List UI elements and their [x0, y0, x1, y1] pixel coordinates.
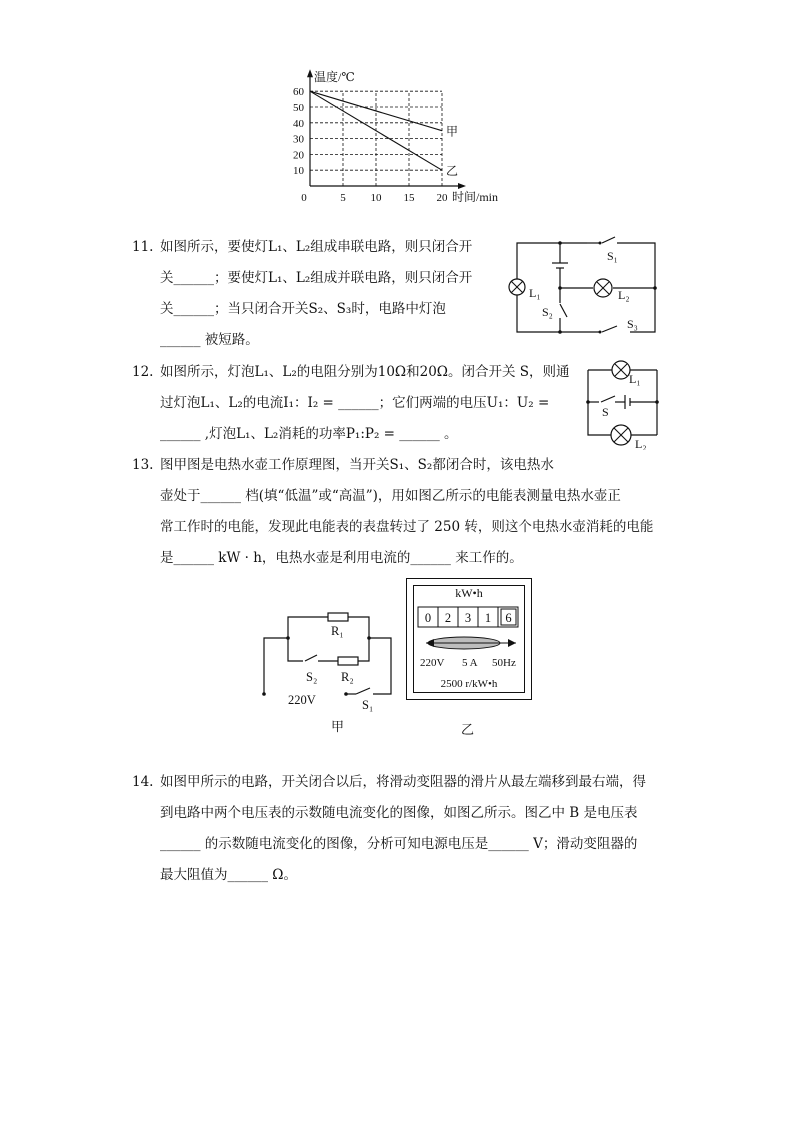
x-tick-label: 5: [340, 192, 346, 202]
question-line: 壶处于______ 档(填“低温”或“高温”)，用如图乙所示的电能表测量电热水壶正: [160, 488, 621, 504]
y-tick-label: 20: [293, 149, 304, 162]
x-tick-label: 20: [436, 192, 448, 202]
y-axis-arrow-icon: [307, 69, 313, 77]
question-line: 关______；当只闭合开关S₂、S₃时，电路中灯泡: [160, 301, 446, 317]
question-number: 14.: [132, 774, 154, 790]
q13-heater-circuit: [258, 605, 398, 740]
label-l2: L₂: [635, 437, 647, 450]
question-line: 最大阻值为______ Ω。: [160, 867, 297, 883]
label-l1: L₁: [529, 286, 541, 300]
question-line: ______ 的示数随电流变化的图像，分析可知电源电压是______ V；滑动变阻器的: [160, 836, 638, 852]
graph-grid: [310, 91, 442, 186]
caption-jia: 甲: [331, 719, 345, 734]
question-line: 如图甲所示的电路，开关闭合以后，将滑动变阻器的滑片从最左端移到最右端，得: [160, 774, 646, 790]
temperature-time-graph: [282, 56, 512, 202]
label-l2: L₂: [618, 288, 630, 302]
meter-frequency: 50Hz: [492, 657, 516, 669]
y-tick-label: 10: [293, 165, 304, 178]
meter-unit: kW•h: [455, 586, 483, 600]
question-line: 如图所示，要使灯L₁、L₂组成串联电路，则只闭合开: [160, 239, 473, 255]
label-s1: S₁: [607, 249, 618, 263]
question-text: [160, 357, 570, 450]
graph-text: [293, 69, 498, 202]
x-axis-arrow-icon: [458, 183, 466, 189]
label-r2: R₂: [341, 670, 354, 684]
question-text: [160, 767, 646, 891]
meter-voltage: 220V: [420, 657, 445, 669]
question-line: 过灯泡L₁、L₂的电流I₁：I₂ = ______；它们两端的电压U₁：U₂ =: [160, 395, 550, 411]
meter-digit: 2: [444, 611, 452, 625]
label-voltage: 220V: [288, 693, 316, 707]
x-tick-label: 10: [370, 192, 382, 202]
y-tick-label: 40: [293, 117, 304, 130]
question-number: 13.: [132, 457, 154, 473]
label-s3: S₃: [627, 317, 638, 331]
label-r1: R₁: [331, 624, 344, 638]
energy-meter-face: [406, 578, 532, 700]
question-line: 关______；要使灯L₁、L₂组成并联电路，则只闭合开: [160, 270, 473, 286]
meter-digit: 3: [464, 611, 472, 625]
question-line: 图甲图是电热水壶工作原理图，当开关S₁、S₂都闭合时，该电热水: [160, 457, 554, 473]
q11-circuit-diagram: [505, 233, 665, 338]
question-line: 是______ kW · h，电热水壶是利用电流的______ 来工作的。: [160, 550, 523, 566]
meter-current: 5 A: [462, 657, 478, 669]
x-tick-label: 0: [301, 192, 307, 202]
q12-circuit-diagram: [585, 358, 663, 450]
question-line: ______ ,灯泡L₁、L₂消耗的功率P₁:P₂ = ______ 。: [160, 426, 458, 442]
series-label: 甲: [446, 124, 459, 139]
label-s1: S₁: [362, 698, 374, 712]
question-line: 常工作时的电能，发现此电能表的表盘转过了 250 转，则这个电热水壶消耗的电能: [160, 519, 654, 535]
question-line: 如图所示，灯泡L₁、L₂的电阻分别为10Ω和20Ω。闭合开关 S，则通: [160, 364, 570, 380]
meter-digit: 1: [484, 611, 492, 625]
label-l1: L₁: [629, 372, 641, 386]
label-s2: S₂: [306, 670, 318, 684]
label-s2: S₂: [542, 305, 553, 319]
question-number: 11.: [132, 239, 154, 255]
y-tick-label: 30: [293, 133, 304, 146]
question-line: 到电路中两个电压表的示数随电流变化的图像，如图乙所示。图乙中 B 是电压表: [160, 805, 638, 821]
question-line: ______ 被短路。: [160, 332, 259, 348]
y-tick-label: 60: [293, 86, 304, 99]
caption-yi: 乙: [461, 723, 475, 738]
x-tick-label: 15: [403, 192, 415, 202]
question-text: [160, 232, 472, 356]
question-number: 12.: [132, 364, 154, 380]
series-label: 乙: [446, 164, 459, 179]
label-s: S: [602, 405, 609, 419]
x-axis-label: 时间/min: [452, 190, 499, 202]
meter-digit: 0: [424, 611, 432, 625]
meter-rate: 2500 r/kW•h: [440, 678, 498, 690]
arrow-icon: [508, 639, 516, 647]
y-axis-label: 温度/℃: [314, 70, 355, 85]
y-tick-label: 50: [293, 102, 304, 114]
meter-digit: 6: [505, 611, 512, 625]
question-text: [160, 450, 653, 574]
